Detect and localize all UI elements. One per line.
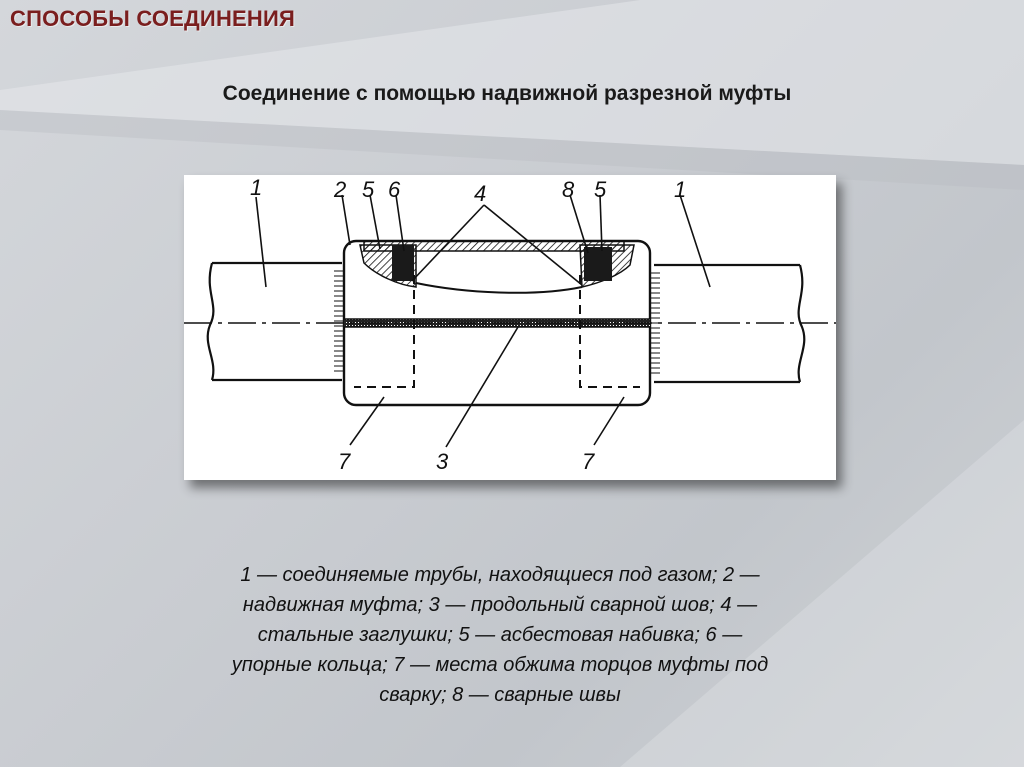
label-packing-left: 5: [362, 177, 375, 202]
label-ring-left: 6: [388, 177, 401, 202]
steel-plug-contour: [416, 283, 582, 293]
label-steel-plugs: 4: [474, 181, 487, 206]
left-packing: [360, 245, 416, 287]
label-packing-right: 5: [594, 177, 607, 202]
label-coupling: 2: [334, 177, 347, 202]
label-crimp-left: 7: [338, 449, 351, 474]
slide-title: СПОСОБЫ СОЕДИНЕНИЯ: [10, 6, 296, 31]
caption-line: сварку; 8 — сварные швы: [379, 684, 621, 706]
caption-line: 1 — соединяемые трубы, находящиеся под газом; 2 —: [240, 564, 760, 586]
label-pipe-left: 1: [250, 175, 263, 200]
left-pipe: [208, 263, 342, 380]
diagram-caption: [160, 560, 840, 710]
caption-line: надвижная муфта; 3 — продольный сварной шов; 4 —: [242, 594, 758, 616]
coupling-diagram: [184, 175, 836, 480]
label-crimp-right: 7: [582, 449, 595, 474]
slide-subtitle: Соединение с помощью надвижной разрезной муфты: [222, 82, 792, 105]
diagram-figure: [184, 175, 836, 480]
label-ring-right: 8: [562, 177, 575, 202]
label-pipe-right: 1: [674, 177, 687, 202]
caption-line: упорные кольца; 7 — места обжима торцов муфты под: [231, 654, 769, 676]
caption-line: стальные заглушки; 5 — асбестовая набивка; 6 —: [257, 624, 743, 646]
label-seam: 3: [436, 449, 449, 474]
